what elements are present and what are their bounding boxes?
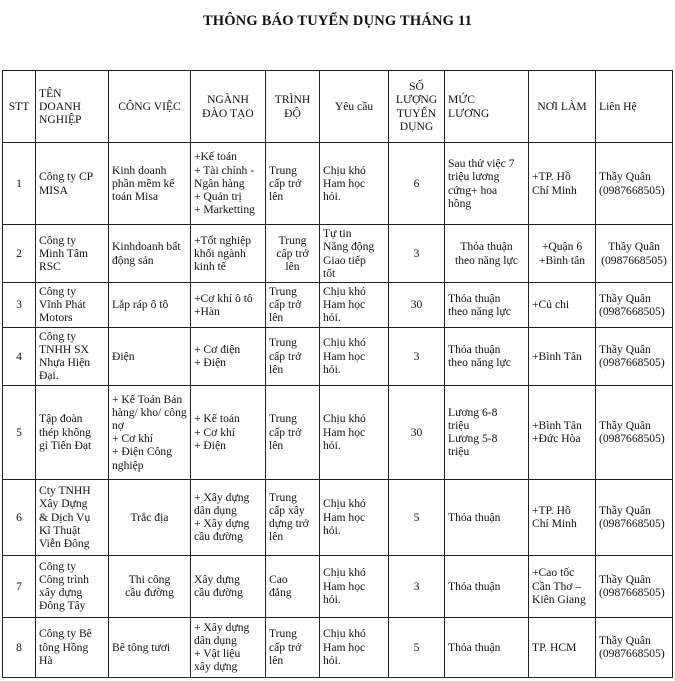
cell-company: Cty TNHH Xây Dựng & Dịch Vụ Kĩ Thuật Viễn Đông — [36, 479, 109, 555]
header-contact: Liên Hệ — [596, 71, 673, 143]
cell-job: Điện — [109, 327, 191, 385]
cell-quantity: 6 — [389, 143, 445, 225]
cell-quantity: 5 — [389, 617, 445, 677]
header-location: NƠI LÀM — [529, 71, 596, 143]
table-row — [3, 479, 673, 555]
cell-level: Cao đẳng — [266, 555, 320, 617]
cell-job: + Kế Toán Bán hàng/ kho/ công nợ + Cơ khí + Điện Công nghiệp — [109, 385, 191, 479]
cell-job: Kinh doanh phần mềm kế toán Misa — [109, 143, 191, 225]
cell-company: Công ty TNHH SX Nhựa Hiện Đại. — [36, 327, 109, 385]
cell-stt: 8 — [3, 617, 36, 677]
header-major: NGÀNH ĐÀO TẠO — [191, 71, 266, 143]
cell-stt: 5 — [3, 385, 36, 479]
cell-quantity: 3 — [389, 327, 445, 385]
cell-stt: 3 — [3, 283, 36, 328]
table-row — [3, 555, 673, 617]
cell-quantity: 30 — [389, 283, 445, 328]
cell-company: Công ty Vĩnh Phát Motors — [36, 283, 109, 328]
cell-job: Bê tông tươi — [109, 617, 191, 677]
cell-location: TP. HCM — [529, 617, 596, 677]
cell-location: +TP. Hồ Chí Minh — [529, 143, 596, 225]
cell-job: Trắc địa — [109, 479, 191, 555]
header-salary: MỨC LƯƠNG — [445, 71, 529, 143]
cell-quantity: 5 — [389, 479, 445, 555]
cell-location: +Bình Tân — [529, 327, 596, 385]
header-company: TÊN DOANH NGHIỆP — [36, 71, 109, 143]
table-row — [3, 327, 673, 385]
cell-job: Lắp ráp ô tô — [109, 283, 191, 328]
cell-requirement: Chịu khó Ham học hỏi. — [320, 283, 389, 328]
cell-stt: 4 — [3, 327, 36, 385]
cell-stt: 1 — [3, 143, 36, 225]
header-level: TRÌNH ĐỘ — [266, 71, 320, 143]
cell-company: Công ty Bê tông Hồng Hà — [36, 617, 109, 677]
cell-salary: Thỏa thuận — [445, 617, 529, 677]
table-row — [3, 283, 673, 328]
cell-requirement: Chịu khó Ham học hỏi. — [320, 555, 389, 617]
cell-requirement: Chịu khó Ham học hỏi. — [320, 327, 389, 385]
cell-contact: Thầy Quân (0987668505) — [596, 617, 673, 677]
header-stt: STT — [3, 71, 36, 143]
header-job: CÔNG VIỆC — [109, 71, 191, 143]
cell-requirement: Chịu khó Ham học hỏi. — [320, 143, 389, 225]
cell-location: +Củ chi — [529, 283, 596, 328]
cell-job: Thi công cầu đường — [109, 555, 191, 617]
cell-salary: Thỏa thuận theo năng lực — [445, 283, 529, 328]
cell-company: Tập đoàn thép không gỉ Tiến Đạt — [36, 385, 109, 479]
cell-stt: 6 — [3, 479, 36, 555]
cell-major: +Tốt nghiệp khối ngành kinh tế — [191, 225, 266, 283]
cell-level: Trung cấp trở lên — [266, 385, 320, 479]
cell-quantity: 3 — [389, 225, 445, 283]
cell-contact: Thầy Quân (0987668505) — [596, 555, 673, 617]
cell-location: +Quận 6 +Bình tân — [529, 225, 596, 283]
table-row — [3, 225, 673, 283]
cell-salary: Sau thử việc 7 triệu lương cứng+ hoa hồng — [445, 143, 529, 225]
cell-level: Trung cấp trở lên — [266, 283, 320, 328]
cell-level: Trung cấp trở lên — [266, 143, 320, 225]
cell-major: + Xây dựng dân dụng + Xây dựng cầu đường — [191, 479, 266, 555]
cell-company: Công ty CP MISA — [36, 143, 109, 225]
cell-major: + Kế toán + Cơ khí + Điện — [191, 385, 266, 479]
cell-contact: Thầy Quân (0987668505) — [596, 385, 673, 479]
cell-quantity: 30 — [389, 385, 445, 479]
cell-level: Trung cấp trở lên — [266, 225, 320, 283]
cell-contact: Thầy Quân (0987668505) — [596, 283, 673, 328]
cell-requirement: Tự tin Năng động Giao tiếp tốt — [320, 225, 389, 283]
cell-contact: Thầy Quân (0987668505) — [596, 225, 673, 283]
cell-company: Công ty Minh Tâm RSC — [36, 225, 109, 283]
table-row — [3, 143, 673, 225]
cell-location: +Bình Tân +Đức Hòa — [529, 385, 596, 479]
table-row — [3, 385, 673, 479]
cell-requirement: Chịu khó Ham học hỏi. — [320, 385, 389, 479]
cell-salary: Thỏa thuận theo năng lực — [445, 225, 529, 283]
cell-salary: Lương 6-8 triệu Lương 5-8 triệu — [445, 385, 529, 479]
cell-stt: 2 — [3, 225, 36, 283]
header-requirement: Yêu cầu — [320, 71, 389, 143]
cell-requirement: Chịu khó Ham học hỏi. — [320, 479, 389, 555]
cell-major: Xây dựng cầu đường — [191, 555, 266, 617]
cell-level: Trung cấp trở lên — [266, 617, 320, 677]
cell-level: Trung cấp trở lên — [266, 327, 320, 385]
cell-location: +Cao tốc Cần Thơ – Kiên Giang — [529, 555, 596, 617]
cell-contact: Thầy Quân (0987668505) — [596, 479, 673, 555]
cell-contact: Thầy Quân (0987668505) — [596, 327, 673, 385]
cell-major: + Cơ điện + Điện — [191, 327, 266, 385]
cell-major: + Xây dựng dân dụng + Vật liệu xây dựng — [191, 617, 266, 677]
cell-major: +Kế toán + Tài chính - Ngân hàng + Quản trị + Marketting — [191, 143, 266, 225]
cell-stt: 7 — [3, 555, 36, 617]
cell-job: Kinhdoanh bất động sản — [109, 225, 191, 283]
cell-quantity: 3 — [389, 555, 445, 617]
cell-contact: Thầy Quân (0987668505) — [596, 143, 673, 225]
page-title: THÔNG BÁO TUYỂN DỤNG THÁNG 11 — [202, 13, 473, 29]
cell-level: Trung cấp xây dựng trở lên — [266, 479, 320, 555]
recruitment-table — [2, 70, 673, 678]
cell-salary: Thỏa thuận — [445, 479, 529, 555]
table-header-row — [3, 71, 673, 143]
cell-salary: Thỏa thuận theo năng lực — [445, 327, 529, 385]
cell-company: Công ty Công trình xây dựng Đông Tây — [36, 555, 109, 617]
table-row — [3, 617, 673, 677]
cell-requirement: Chịu khó Ham học hỏi. — [320, 617, 389, 677]
header-quantity: SỐ LƯỢNG TUYỂN DỤNG — [389, 71, 445, 143]
cell-major: +Cơ khí ô tô +Hàn — [191, 283, 266, 328]
cell-salary: Thỏa thuận — [445, 555, 529, 617]
cell-location: +TP. Hồ Chí Minh — [529, 479, 596, 555]
